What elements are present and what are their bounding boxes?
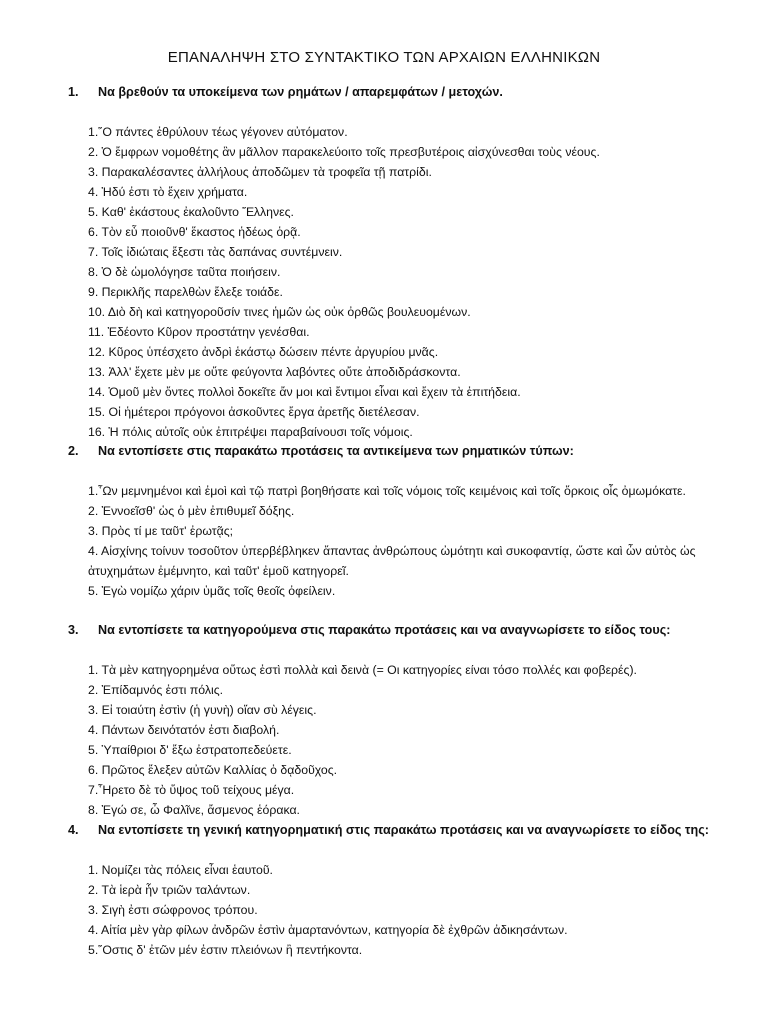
exercise-item: 7. Τοῖς ἰδιώταις ἔξεστι τὰς δαπάνας συντέμνειν. xyxy=(88,245,343,259)
exercise-item: 2. Ἐννοεῖσθ' ὡς ὁ μὲν ἐπιθυμεῖ δόξης. xyxy=(88,504,295,518)
section-1 xyxy=(68,82,748,442)
exercise-item: 15. Οἱ ἡμέτεροι πρόγονοι ἀσκοῦντες ἔργα ἀρετῆς διετέλεσαν. xyxy=(88,405,420,419)
exercise-item: 16. Ἡ πόλις αὐτοῖς οὐκ ἐπιτρέψει παραβαίνουσι τοῖς νόμοις. xyxy=(88,425,413,439)
exercise-item: 13. Ἀλλ' ἔχετε μὲν με οὔτε φεύγοντα λαβόντες οὔτε ἀποδιδράσκοντα. xyxy=(88,365,461,379)
exercise-item: 10. Διὸ δὴ καὶ κατηγοροῦσίν τινες ἡμῶν ὡς οὐκ ὀρθῶς βουλευομένων. xyxy=(88,305,471,319)
section-heading-text: Να βρεθούν τα υποκείμενα των ρημάτων / απαρεμφάτων / μετοχών. xyxy=(98,85,503,99)
exercise-item: 14. Ὁμοῦ μὲν ὄντες πολλοὶ δοκεῖτε ἄν μοι καὶ ἔντιμοι εἶναι καὶ ἔχειν τὰ ἐπιτήδεια. xyxy=(88,385,521,399)
exercise-item: 6. Τὸν εὖ ποιοῦνθ' ἕκαστος ἡδέως ὁρᾷ. xyxy=(88,225,301,239)
section-heading-text: Να εντοπίσετε τα κατηγορούμενα στις παρακάτω προτάσεις και να αναγνωρίσετε το είδος τους: xyxy=(98,623,671,637)
exercise-item: 7.῟Ηρετο δὲ τὸ ὕψος τοῦ τείχους μέγα. xyxy=(88,783,295,797)
exercise-list xyxy=(88,122,748,442)
exercise-item: 6. Πρῶτος ἔλεξεν αὐτῶν Καλλίας ὁ δᾳδοῦχος. xyxy=(88,763,338,777)
exercise-item: 5. Καθ' ἑκάστους ἐκαλοῦντο Ἕλληνες. xyxy=(88,205,294,219)
exercise-item: 4. Αἰσχίνης τοίνυν τοσοῦτον ὑπερβέβληκεν ἅπαντας ἀνθρώπους ὠμότητι καὶ συκοφαντίᾳ, ὥστε καὶ ὧν αὐτὸς ὡς ἀτυχημάτων ἐμέμνητο, καὶ ταῦτ' ἐμοῦ κατηγορεῖ. xyxy=(88,544,696,578)
exercise-item: 2. Ἐπίδαμνός ἐστι πόλις. xyxy=(88,683,224,697)
section-3 xyxy=(68,620,748,820)
exercise-item: 3. Πρὸς τί με ταῦτ' ἐρωτᾷς; xyxy=(88,524,234,538)
exercise-item: 8. Ὁ δὲ ὡμολόγησε ταῦτα ποιήσειν. xyxy=(88,265,281,279)
exercise-item: 3. Παρακαλέσαντες ἀλλήλους ἀποδῶμεν τὰ τροφεῖα τῇ πατρίδι. xyxy=(88,165,432,179)
exercise-item: 5.῞Οστις δ' ἐτῶν μέν ἐστιν πλειόνων ἢ πεντήκοντα. xyxy=(88,943,363,957)
exercise-item: 4. Πάντων δεινότατόν ἐστι διαβολή. xyxy=(88,723,280,737)
section-heading xyxy=(68,82,748,102)
section-number: 2. xyxy=(68,444,79,458)
exercise-item: 12. Κῦρος ὑπέσχετο ἀνδρὶ ἑκάστῳ δώσειν πέντε ἀργυρίου μνᾶς. xyxy=(88,345,439,359)
section-number: 3. xyxy=(68,623,79,637)
exercise-item: 1. Νομίζει τὰς πόλεις εἶναι ἑαυτοῦ. xyxy=(88,863,273,877)
exercise-list xyxy=(88,481,748,601)
exercise-item: 1.῞Ο πάντες ἐθρύλουν τέως γέγονεν αὐτόματον. xyxy=(88,125,348,139)
section-heading-text: Να εντοπίσετε τη γενική κατηγορηματική στις παρακάτω προτάσεις και να αναγνωρίσετε το είδος της: xyxy=(98,823,709,837)
exercise-item: 3. Εἰ τοιαύτη ἐστὶν (ἡ γυνὴ) οἵαν σὺ λέγεις. xyxy=(88,703,317,717)
exercise-item: 4. Ἡδύ ἐστι τὸ ἔχειν χρήματα. xyxy=(88,185,248,199)
exercise-item: 5. Ἐγὼ νομίζω χάριν ὑμᾶς τοῖς θεοῖς ὀφείλειν. xyxy=(88,584,336,598)
document-title: ΕΠΑΝΑΛΗΨΗ ΣΤΟ ΣΥΝΤΑΚΤΙΚΟ ΤΩΝ ΑΡΧΑΙΩΝ ΕΛΛΗΝΙΚΩΝ xyxy=(167,49,601,66)
section-4 xyxy=(68,820,748,960)
section-heading xyxy=(68,441,748,461)
exercise-item: 1. Τὰ μὲν κατηγορημένα οὕτως ἐστὶ πολλὰ καὶ δεινὰ (= Οι κατηγορίες είναι τόσο πολλές και φοβερές). xyxy=(88,663,637,677)
exercise-item: 2. Τὰ ἱερὰ ἦν τριῶν ταλάντων. xyxy=(88,883,251,897)
exercise-item: 8. Ἐγώ σε, ὦ Φαλῖνε, ἄσμενος ἑόρακα. xyxy=(88,803,300,817)
exercise-item: 11. Ἐδέοντο Κῦρον προστάτην γενέσθαι. xyxy=(88,325,310,339)
exercise-item: 4. Αἰτία μὲν γὰρ φίλων ἀνδρῶν ἐστὶν ἁμαρτανόντων, κατηγορία δὲ ἐχθρῶν ἀδικησάντων. xyxy=(88,923,568,937)
exercise-item: 1.῟Ων μεμνημένοι καὶ ἐμοὶ καὶ τῷ πατρὶ βοηθήσατε καὶ τοῖς νόμοις τοῖς κειμένοις καὶ τοῖς ὅρκοις οἷς ὀμωμόκατε. xyxy=(88,484,686,498)
section-heading xyxy=(68,620,748,640)
section-heading xyxy=(68,820,748,840)
section-2 xyxy=(68,441,748,601)
section-heading-text: Να εντοπίσετε στις παρακάτω προτάσεις τα αντικείμενα των ρηματικών τύπων: xyxy=(98,444,574,458)
section-number: 4. xyxy=(68,823,79,837)
exercise-item: 2. Ὁ ἔμφρων νομοθέτης ἂν μᾶλλον παρακελεύοιτο τοῖς πρεσβυτέροις αἰσχύνεσθαι τοὺς νέους. xyxy=(88,145,600,159)
exercise-list xyxy=(88,660,748,820)
exercise-list xyxy=(88,860,748,960)
exercise-item: 9. Περικλῆς παρελθὼν ἔλεξε τοιάδε. xyxy=(88,285,283,299)
exercise-item: 3. Σιγὴ ἐστι σώφρονος τρόπου. xyxy=(88,903,258,917)
section-number: 1. xyxy=(68,85,79,99)
exercise-item: 5. Ὑπαίθριοι δ' ἔξω ἐστρατοπεδεύετε. xyxy=(88,743,292,757)
